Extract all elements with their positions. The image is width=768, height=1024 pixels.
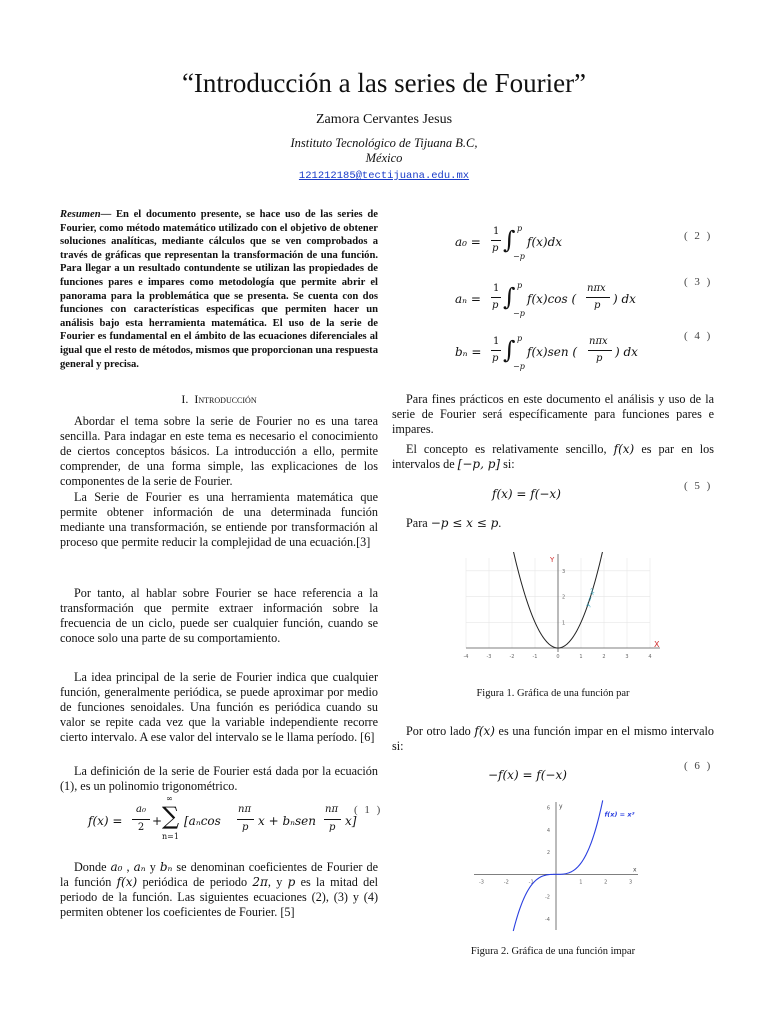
abstract-text: En el documento presente, se hace uso de las series de Fourier, como método matemático utilizado con el objetivo de obtener soluciones analíticas, mediante cálculos que se ven comprobados a través de gráficas que representan la transformación de una función. Para llegar a un resultado contundente se utilizan las propiedades de funciones pares e impares como metodología que permite abrir el panorama para la problemática que se presenta. Se cuenta con dos funciones con características especificas que permiten hacer un análisis bajo esta herramienta matemática. El uso de la serie de Fourier es fundamental en el ámbito de las ecuaciones diferenciales al igual que el resto de métodos, mismos que proporcionan una respuesta general y precisa. [60,209,378,370]
equation-6: −f(x) = f(−x) [488,768,567,782]
abstract-lead: Resumen [60,209,101,220]
x-tick-label: 1 [579,654,583,660]
x-tick-label: -1 [528,879,534,886]
section-number: I. [181,392,189,406]
rp2-mid: es par en los intervalos de [392,442,714,471]
integral-icon: ∫ [503,283,516,311]
x-tick-label: 0 [556,654,560,660]
y-tick-label: 6 [546,805,550,812]
eq2-one: 1 [493,226,500,237]
intro-paragraph-4: La idea principal de la serie de Fourier indica que cualquier función, generalmente periódica, se puede aproximar por medio de funciones senoidales. Una función es periódica cuando su valor se repite cada vez que la variable independiente recorre cierto intervalo. A ese valor del intervalo se le llama período. [6] [60,670,378,744]
eq1-body2: x + bₙsen [258,814,316,828]
x-tick-label: 3 [625,654,629,660]
integral-icon: ∫ [503,336,516,364]
eq2-p: p [492,243,499,254]
y-tick-label: -2 [545,894,550,901]
abstract-dash: — [100,209,116,220]
eq4-lower: −p [513,362,525,371]
right-paragraph-2 [392,442,714,472]
eq1-frac-den: 2 [137,822,145,833]
coef-mid: se denominan coeficientes de Fourier de la función [60,860,378,889]
range-math: −p ≤ x ≤ p [430,516,499,530]
coef-mid2: periódica de periodo [137,875,253,889]
eq3-upper: p [517,281,523,290]
x-tick-label: 2 [602,654,606,660]
paper-title: “Introducción a las series de Fourier” [181,68,587,98]
eq1-npi-1: nπ [238,804,252,815]
eq1-npi-2: nπ [325,804,339,815]
rp2-fx: f(x) [613,442,635,456]
x-tick-label: 1 [579,879,583,886]
y-axis-label: Y [550,556,555,564]
y-tick-label: 2 [562,594,566,601]
cubic-curve [513,800,602,931]
x-axis-label: X [654,640,660,649]
x-tick-label: 2 [604,879,608,886]
eq1-p-2: p [329,822,336,833]
y-tick-label: -4 [545,916,550,923]
coef-rest: es la mitad del periodo de la función. Las siguientes ecuaciones (2), (3) y (4) permiten obtener los coeficientes de Fourier. [5] [60,875,379,919]
range-line [392,516,714,531]
eq4-p2: p [596,353,603,364]
y-tick-label: 4 [546,827,550,834]
equation-5: f(x) = f(−x) [492,487,561,501]
eq1-number: ( 1 ) [354,804,383,816]
intro-paragraph-1: Abordar el tema sobre la serie de Fourier no es una tarea sencilla. Para indagar en este tema es necesario el conocimiento de ciertos conceptos básicos. La introducción a ello, permite comprender, de una forma simple, las explicaciones de los componentes de la serie de Fourier. [60,414,378,488]
coefficients-paragraph [60,860,378,920]
curve-label: y = x² [584,587,598,608]
section-heading [60,392,378,407]
y-tick-label: 2 [546,850,550,857]
intro-paragraph-3: Por tanto, al hablar sobre Fourier se hace referencia a la transformación que permite extraer información sobre la frecuencia de un ciclo, puede ser cualquier función, cuando se conoce solo una parte de su comportamiento. [60,586,378,645]
rp2-pre: El concepto es relativamente sencillo, [406,442,614,456]
range-end: . [498,516,502,530]
country: México [365,151,403,165]
coef-a0: a₀ [110,860,123,874]
coef-period: 2π [252,875,268,889]
x-tick-label: -2 [509,654,515,660]
figure-odd-function [468,796,644,936]
eq1-lhs: f(x) = [88,814,123,828]
eq2-number: ( 2 ) [684,230,713,242]
intro-paragraph-5: La definición de la serie de Fourier está dada por la ecuación (1), es un polinomio trigonométrico. [60,764,378,793]
coef-y: y [145,860,160,874]
affiliation [0,136,768,166]
eq4-body1: f(x)sen ( [527,345,578,359]
x-tick-label: 3 [628,879,633,886]
eq6-number: ( 6 ) [684,760,713,772]
eq3-p: p [492,300,499,311]
eq3-one: 1 [493,283,500,294]
eq4-upper: p [517,334,523,343]
coef-an: aₙ [133,860,146,874]
curve-label: f(x) = x³ [604,810,635,819]
coef-bn: bₙ [159,860,173,874]
coef-p: p [287,875,296,889]
x-tick-label: 4 [648,654,652,660]
x-tick-label: -4 [463,654,469,660]
x-tick-label: -3 [478,879,484,886]
email-link[interactable]: 121212185@tectijuana.edu.mx [298,170,470,182]
coef-fx: f(x) [116,875,138,889]
eq4-lhs: bₙ = [455,345,482,359]
eq3-npix: nπx [587,283,606,294]
x-tick-label: -2 [503,879,509,886]
eq1-p-1: p [242,822,249,833]
y-tick-label: 3 [562,568,566,575]
section-title: Introducción [194,392,257,406]
integral-icon: ∫ [503,226,516,254]
eq3-body1: f(x)cos ( [527,292,577,306]
eq4-p: p [492,353,499,364]
eq1-frac-num: a₀ [136,804,146,815]
coef-sep1: , [122,860,134,874]
right-paragraph-1: Para fines prácticos en este documento el análisis y uso de la serie de Fourier será específicamente para funciones pares e impares. [392,392,714,436]
figure-even-function [458,552,664,664]
y-tick-label: 1 [562,620,566,627]
eq4-one: 1 [493,336,500,347]
figure1-caption: Figura 1. Gráfica de una función par [476,688,630,699]
coef-mid3: , y [267,875,288,889]
eq1-plus: + [152,814,163,828]
coef-pre: Donde [74,860,111,874]
odd-rest: es una función impar en el mismo intervalo si: [392,724,714,753]
rp2-int: [−p, p] [457,457,501,471]
x-tick-label: -3 [486,654,492,660]
eq4-body2: ) dx [615,345,638,359]
eq1-sum-bot: n=1 [162,832,179,841]
x-axis-label: x [633,866,637,874]
eq3-number: ( 3 ) [684,276,713,288]
eq3-lower: −p [513,309,525,318]
eq4-npix: nπx [589,336,608,347]
x-tick-label: -1 [532,654,538,660]
eq1-body3: x] [345,814,357,828]
eq1-sum-top: ∞ [166,794,173,803]
institution: Instituto Tecnológico de Tijuana B.C, [290,136,478,150]
eq2-upper: p [517,224,523,233]
eq2-lower: −p [513,252,525,261]
eq3-body2: ) dx [613,292,636,306]
sum-icon: ∑ [162,802,180,830]
eq3-p2: p [594,300,601,311]
figure2-caption: Figura 2. Gráfica de una función impar [470,946,636,957]
eq1-body1: [aₙcos [184,814,221,828]
eq4-number: ( 4 ) [684,330,713,342]
eq5-number: ( 5 ) [684,480,713,492]
eq2-lhs: a₀ = [455,235,481,249]
eq3-lhs: aₙ = [455,292,481,306]
range-pre: Para [406,516,431,530]
eq2-body: f(x)dx [527,235,563,249]
odd-fx: f(x) [474,724,495,738]
author-name: Zamora Cervantes Jesus [315,112,453,127]
intro-paragraph-2: La Serie de Fourier es una herramienta matemática que permite obtener información de una determinada función mediante una transformación, se entiende por transformación al proceso que permite reducir la complejidad de una ecuación.[3] [60,490,378,549]
odd-pre: Por otro lado [406,724,475,738]
abstract [60,208,378,371]
y-axis-label: y [559,803,563,810]
rp2-end: si: [500,457,515,471]
odd-function-paragraph [392,724,714,754]
